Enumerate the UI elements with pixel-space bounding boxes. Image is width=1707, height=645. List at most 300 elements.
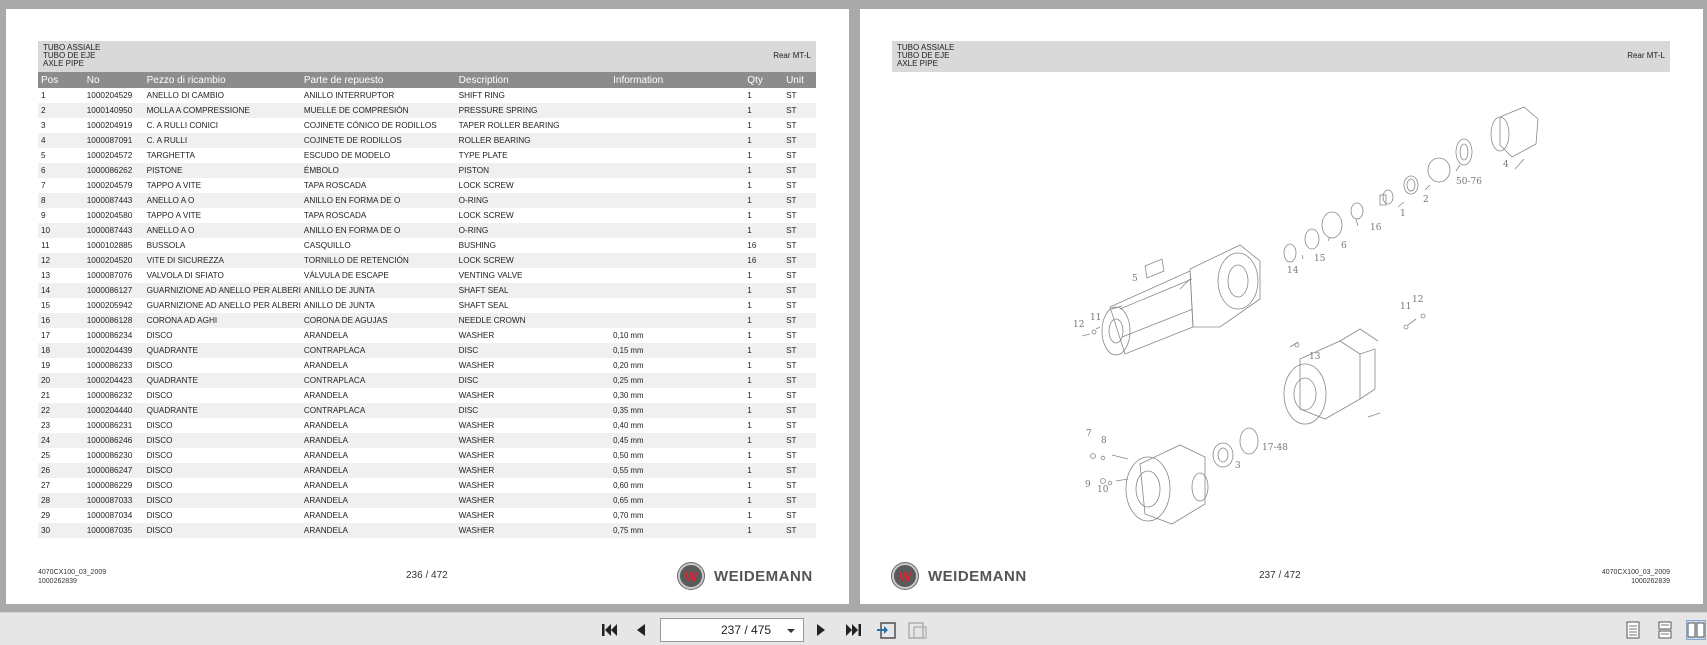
callout-12: 12 [1073, 320, 1085, 330]
cell-pos: 10 [38, 223, 84, 238]
cell-pos: 1 [41, 91, 46, 100]
viewer-toolbar [0, 612, 1707, 645]
cell-info [610, 223, 744, 238]
cell-name-es: CONTRAPLACA [301, 343, 456, 358]
table-row [38, 358, 816, 373]
cell-info [610, 238, 744, 253]
diagram-callouts [1073, 160, 1509, 495]
callout-4: 4 [1503, 160, 1509, 170]
table-row [38, 148, 816, 163]
cell-info [610, 148, 744, 163]
cell-unit: ST [786, 91, 797, 100]
cell-name-en: SHIFT RING [458, 91, 505, 100]
callout-6: 6 [1341, 241, 1347, 251]
cell-qty: 1 [744, 523, 783, 538]
last-page-icon[interactable] [843, 620, 863, 640]
cell-part-no: 1000086231 [86, 421, 133, 430]
cell-name-en: SHAFT SEAL [456, 283, 610, 298]
cell-name-en: NEEDLE CROWN [456, 313, 610, 328]
cell-qty: 1 [747, 91, 752, 100]
cell-pos: 11 [41, 241, 50, 250]
model-ref: Rear MT-L [1627, 51, 1665, 60]
header-line-es: TUBO DE EJE [43, 51, 96, 60]
cell-unit: ST [786, 481, 797, 490]
cell-qty: 1 [744, 463, 783, 478]
cell-name-es: ARANDELA [303, 421, 348, 430]
cell-pos: 30 [38, 523, 84, 538]
table-row [38, 388, 816, 403]
cell-info: 0,45 mm [610, 433, 744, 448]
cell-part-no: 1000087033 [84, 493, 144, 508]
cell-qty: 16 [744, 253, 783, 268]
col-header-it: Pezzo di ricambio [144, 72, 301, 88]
cell-pos: 28 [38, 493, 84, 508]
table-row [38, 343, 816, 358]
header-line-it: TUBO ASSIALE [43, 43, 101, 52]
cell-pos: 29 [41, 511, 51, 520]
cell-name-it: C. A RULLI [144, 133, 301, 148]
cell-unit: ST [786, 121, 797, 130]
table-row [38, 478, 816, 493]
cell-part-no: 1000086246 [84, 433, 144, 448]
cell-unit: ST [786, 511, 797, 520]
doc-id-line2: 1000262839 [38, 578, 77, 585]
cell-pos: 22 [38, 403, 84, 418]
callout-3: 3 [1235, 461, 1241, 471]
cell-name-it: ANELLO A O [144, 193, 301, 208]
prev-page-icon[interactable] [632, 620, 648, 640]
cell-unit: ST [783, 523, 816, 538]
cell-info: 0,60 mm [613, 481, 644, 490]
cell-qty: 1 [744, 403, 783, 418]
header-line-en: AXLE PIPE [897, 59, 938, 68]
cell-name-it: MOLLA A COMPRESSIONE [144, 103, 301, 118]
cell-pos: 15 [41, 301, 51, 310]
cell-part-no: 1000204572 [86, 151, 133, 160]
cell-unit: ST [786, 391, 797, 400]
cell-pos: 14 [38, 283, 84, 298]
table-row [38, 193, 816, 208]
table-row [38, 268, 816, 283]
cell-unit: ST [786, 301, 797, 310]
cell-name-it: DISCO [146, 391, 173, 400]
cell-name-es: ARANDELA [301, 433, 456, 448]
cell-part-no: 1000087443 [84, 193, 144, 208]
cell-name-es: MUELLE DE COMPRESIÓN [301, 103, 456, 118]
cell-qty: 1 [747, 391, 752, 400]
cell-part-no: 1000086262 [84, 163, 144, 178]
cell-name-it: VALVOLA DI SFIATO [146, 271, 224, 280]
cell-unit: ST [786, 181, 797, 190]
cell-qty: 1 [747, 181, 752, 190]
cell-name-en: WASHER [456, 433, 610, 448]
cell-pos: 16 [38, 313, 84, 328]
table-row [38, 463, 816, 478]
table-row [38, 88, 816, 103]
table-row [38, 328, 816, 343]
cell-unit: ST [783, 343, 816, 358]
cell-qty: 1 [744, 223, 783, 238]
cell-name-es: ARANDELA [303, 451, 348, 460]
cell-name-en: TYPE PLATE [458, 151, 508, 160]
doc-id-line1: 4070CX100_03_2009 [38, 569, 107, 576]
doc-id-line2: 1000262839 [1631, 578, 1670, 585]
cell-name-en: WASHER [458, 511, 495, 520]
cell-name-en: PISTON [456, 163, 610, 178]
cell-name-es: ARANDELA [303, 361, 348, 370]
cell-info [610, 253, 744, 268]
cell-name-es: ARANDELA [303, 481, 348, 490]
page-number-input[interactable] [660, 618, 804, 642]
cell-qty: 1 [744, 343, 783, 358]
cell-unit: ST [783, 373, 816, 388]
cell-pos: 6 [38, 163, 84, 178]
brand-name: WEIDEMANN [928, 567, 1027, 585]
table-row [38, 223, 816, 238]
cell-info [610, 268, 744, 283]
cell-name-it: BUSSOLA [146, 241, 186, 250]
single-page-view-icon[interactable] [1624, 620, 1642, 640]
cell-pos: 20 [38, 373, 84, 388]
cell-name-en: WASHER [458, 421, 495, 430]
cell-name-es: ARANDELA [303, 331, 348, 340]
cell-unit: ST [783, 163, 816, 178]
table-row [38, 253, 816, 268]
table-row [38, 373, 816, 388]
cell-qty: 1 [747, 121, 752, 130]
exploded-parts-diagram [860, 9, 1703, 549]
cell-name-it: DISCO [146, 421, 173, 430]
cell-unit: ST [786, 271, 797, 280]
table-row [38, 403, 816, 418]
cell-name-it: DISCO [144, 433, 301, 448]
header-line-en: AXLE PIPE [43, 59, 84, 68]
cell-name-es: ANILLO DE JUNTA [301, 283, 456, 298]
cell-part-no: 1000086127 [84, 283, 144, 298]
cell-unit: ST [783, 433, 816, 448]
cell-qty: 1 [747, 451, 752, 460]
callout-50-76: 50-76 [1456, 177, 1482, 187]
cell-info [610, 88, 744, 103]
cell-name-es: ANILLO EN FORMA DE O [301, 193, 456, 208]
cell-pos: 5 [41, 151, 46, 160]
table-row [38, 103, 816, 118]
page-dropdown-icon[interactable] [787, 629, 795, 633]
cell-qty: 16 [747, 241, 757, 250]
weidemann-logo [678, 563, 813, 589]
cell-unit: ST [783, 103, 816, 118]
cell-qty: 1 [747, 271, 752, 280]
table-row [38, 208, 816, 223]
cell-pos: 25 [41, 451, 51, 460]
cell-name-en: WASHER [458, 361, 495, 370]
two-page-view-icon[interactable] [1686, 620, 1706, 640]
cell-name-es: ARANDELA [301, 493, 456, 508]
cell-name-it: TARGHETTA [146, 151, 195, 160]
callout-1: 1 [1400, 209, 1406, 219]
table-header-row [38, 72, 816, 88]
cell-name-en: TAPER ROLLER BEARING [458, 121, 560, 130]
cell-part-no: 1000204529 [86, 91, 133, 100]
cell-name-it: TAPPO A VITE [146, 211, 202, 220]
cell-qty: 1 [744, 163, 783, 178]
cell-pos: 23 [41, 421, 51, 430]
cell-pos: 8 [38, 193, 84, 208]
table-row [38, 433, 816, 448]
cell-name-en: LOCK SCREW [458, 211, 514, 220]
cell-name-es: TAPA ROSCADA [303, 181, 367, 190]
cell-name-en: LOCK SCREW [458, 181, 514, 190]
cell-name-es: COJINETE DE RODILLOS [301, 133, 456, 148]
cell-part-no: 1000087091 [84, 133, 144, 148]
cell-info: 0,20 mm [613, 361, 644, 370]
cell-part-no: 1000086247 [84, 463, 144, 478]
cell-name-it: TAPPO A VITE [146, 181, 202, 190]
cell-part-no: 1000086233 [86, 361, 133, 370]
cell-info [610, 283, 744, 298]
col-header-es: Parte de repuesto [301, 72, 456, 88]
cell-name-en: LOCK SCREW [456, 253, 610, 268]
cell-name-it: DISCO [146, 451, 173, 460]
cell-name-en: WASHER [456, 523, 610, 538]
document-page-left [6, 9, 849, 604]
cell-info: 0,30 mm [613, 391, 644, 400]
cell-part-no: 1000204439 [84, 343, 144, 358]
cell-unit: ST [783, 283, 816, 298]
cell-name-en: WASHER [456, 463, 610, 478]
model-ref: Rear MT-L [773, 51, 811, 60]
parts-table [38, 72, 816, 538]
cell-name-es: ARANDELA [301, 523, 456, 538]
cell-info [610, 103, 744, 118]
table-row [38, 448, 816, 463]
cell-info [610, 118, 744, 133]
table-row [38, 493, 816, 508]
col-header-info: Information [610, 72, 744, 88]
cell-info [610, 163, 744, 178]
cell-info [610, 298, 744, 313]
cell-name-it: DISCO [146, 511, 173, 520]
cell-name-en: WASHER [458, 391, 495, 400]
callout-14: 14 [1287, 266, 1299, 276]
cell-name-en: WASHER [456, 493, 610, 508]
cell-qty: 1 [744, 103, 783, 118]
cell-unit: ST [786, 211, 797, 220]
cell-pos: 27 [41, 481, 51, 490]
cell-name-en: WASHER [458, 481, 495, 490]
page-number: 237 / 472 [1259, 570, 1301, 581]
cell-part-no: 1000204440 [84, 403, 144, 418]
cell-info: 0,15 mm [610, 343, 744, 358]
cell-name-es: CONTRAPLACA [301, 373, 456, 388]
cell-unit: ST [783, 403, 816, 418]
cell-part-no: 1000086230 [86, 451, 133, 460]
table-row [38, 133, 816, 148]
table-row [38, 118, 816, 133]
callout-2: 2 [1423, 195, 1429, 205]
cell-info: 0,10 mm [613, 331, 644, 340]
cell-name-es: ESCUDO DE MODELO [303, 151, 391, 160]
cell-pos: 17 [41, 331, 51, 340]
cell-name-es: CORONA DE AGUJAS [301, 313, 456, 328]
cell-name-en: SHAFT SEAL [458, 301, 509, 310]
cell-qty: 1 [744, 133, 783, 148]
cell-unit: ST [786, 451, 797, 460]
header-line-es: TUBO DE EJE [897, 51, 950, 60]
cell-pos: 26 [38, 463, 84, 478]
cell-info: 0,25 mm [610, 373, 744, 388]
cell-name-it: C. A RULLI CONICI [146, 121, 219, 130]
go-forward-icon[interactable] [907, 620, 929, 640]
cell-name-en: O-RING [456, 193, 610, 208]
cell-info [610, 193, 744, 208]
cell-name-en: DISC [456, 343, 610, 358]
cell-part-no: 1000086232 [86, 391, 133, 400]
cell-name-en: DISC [456, 373, 610, 388]
cell-qty: 1 [744, 433, 783, 448]
cell-name-it: GUARNIZIONE AD ANELLO PER ALBERI [146, 301, 301, 310]
cell-info: 0,40 mm [613, 421, 644, 430]
cell-pos: 19 [41, 361, 51, 370]
cell-name-es: ÉMBOLO [301, 163, 456, 178]
continuous-view-icon[interactable] [1656, 620, 1674, 640]
callout-5: 5 [1132, 274, 1138, 284]
cell-name-es: CASQUILLO [303, 241, 351, 250]
callout-17-48: 17-48 [1262, 443, 1288, 453]
callout-7: 7 [1086, 429, 1092, 439]
cell-name-es: TORNILLO DE RETENCIÓN [301, 253, 456, 268]
cell-unit: ST [783, 133, 816, 148]
callout-11b: 11 [1400, 302, 1412, 312]
cell-qty: 1 [744, 193, 783, 208]
go-back-icon[interactable] [875, 620, 897, 640]
cell-unit: ST [783, 463, 816, 478]
first-page-icon[interactable] [600, 620, 620, 640]
cell-unit: ST [786, 331, 797, 340]
cell-unit: ST [783, 313, 816, 328]
cell-name-es: ARANDELA [303, 511, 348, 520]
cell-qty: 1 [744, 493, 783, 508]
table-row [38, 163, 816, 178]
cell-part-no: 1000087034 [86, 511, 133, 520]
cell-pos: 4 [38, 133, 84, 148]
callout-10: 10 [1097, 485, 1109, 495]
cell-name-en: WASHER [458, 451, 495, 460]
cell-pos: 3 [41, 121, 46, 130]
cell-name-it: QUADRANTE [144, 343, 301, 358]
cell-qty: 1 [744, 313, 783, 328]
cell-pos: 13 [41, 271, 51, 280]
cell-name-it: DISCO [144, 463, 301, 478]
callout-9: 9 [1085, 480, 1091, 490]
table-row [38, 283, 816, 298]
doc-id-line1: 4070CX100_03_2009 [1601, 569, 1670, 576]
cell-name-es: ANILLO EN FORMA DE O [301, 223, 456, 238]
page-number-value: 237 / 475 [721, 623, 772, 637]
cell-part-no: 1000204520 [84, 253, 144, 268]
table-row [38, 298, 816, 313]
cell-part-no: 1000205942 [86, 301, 133, 310]
cell-part-no: 1000086229 [86, 481, 133, 490]
table-row [38, 418, 816, 433]
cell-part-no: 1000086128 [84, 313, 144, 328]
document-page-right [860, 9, 1703, 604]
cell-name-it: QUADRANTE [144, 373, 301, 388]
cell-part-no: 1000087035 [84, 523, 144, 538]
cell-name-en: BUSHING [458, 241, 496, 250]
table-row [38, 313, 816, 328]
cell-name-es: ARANDELA [303, 391, 348, 400]
cell-info: 0,65 mm [610, 493, 744, 508]
cell-pos: 7 [41, 181, 46, 190]
cell-name-it: DISCO [146, 361, 173, 370]
callout-11: 11 [1090, 313, 1102, 323]
cell-name-es: ANILLO DE JUNTA [303, 301, 375, 310]
header-line-it: TUBO ASSIALE [897, 43, 955, 52]
col-header-no: No [84, 72, 144, 88]
cell-info [610, 208, 744, 223]
cell-name-it: DISCO [144, 523, 301, 538]
cell-name-es: COJINETE CÓNICO DE RODILLOS [303, 121, 437, 130]
table-row [38, 178, 816, 193]
cell-name-it: GUARNIZIONE AD ANELLO PER ALBERI [144, 283, 301, 298]
cell-qty: 1 [744, 283, 783, 298]
cell-name-it: DISCO [144, 493, 301, 508]
cell-info: 0,70 mm [613, 511, 644, 520]
weidemann-logo-icon [678, 563, 704, 589]
cell-name-en: VENTING VALVE [458, 271, 523, 280]
brand-name: WEIDEMANN [714, 567, 813, 585]
cell-qty: 1 [747, 331, 752, 340]
cell-info: 0,50 mm [613, 451, 644, 460]
cell-name-it: ANELLO DI CAMBIO [146, 91, 224, 100]
cell-name-it: DISCO [146, 331, 173, 340]
cell-info [610, 313, 744, 328]
callout-13: 13 [1309, 352, 1321, 362]
cell-qty: 1 [747, 301, 752, 310]
cell-qty: 1 [747, 421, 752, 430]
cell-part-no: 1000204423 [84, 373, 144, 388]
cell-part-no: 1000087076 [86, 271, 133, 280]
cell-name-en: DISC [456, 403, 610, 418]
cell-unit: ST [783, 223, 816, 238]
cell-part-no: 1000087443 [84, 223, 144, 238]
cell-info: 0,75 mm [610, 523, 744, 538]
cell-unit: ST [783, 493, 816, 508]
weidemann-logo-icon [892, 563, 918, 589]
cell-name-en: O-RING [456, 223, 610, 238]
cell-part-no: 1000204580 [86, 211, 133, 220]
section-header [38, 41, 816, 72]
col-header-pos: Pos [38, 72, 84, 88]
cell-name-es: ANILLO INTERRUPTOR [303, 91, 395, 100]
cell-name-it: VITE DI SICUREZZA [144, 253, 301, 268]
cell-qty: 1 [744, 373, 783, 388]
cell-unit: ST [786, 241, 797, 250]
callout-15: 15 [1314, 254, 1326, 264]
cell-name-it: QUADRANTE [144, 403, 301, 418]
cell-pos: 21 [41, 391, 51, 400]
cell-qty: 1 [747, 211, 752, 220]
cell-unit: ST [783, 253, 816, 268]
cell-qty: 1 [747, 361, 752, 370]
cell-part-no: 1000086234 [86, 331, 133, 340]
cell-info [610, 133, 744, 148]
next-page-icon[interactable] [814, 620, 828, 640]
col-header-en: Description [456, 72, 610, 88]
cell-pos: 9 [41, 211, 46, 220]
table-row [38, 508, 816, 523]
